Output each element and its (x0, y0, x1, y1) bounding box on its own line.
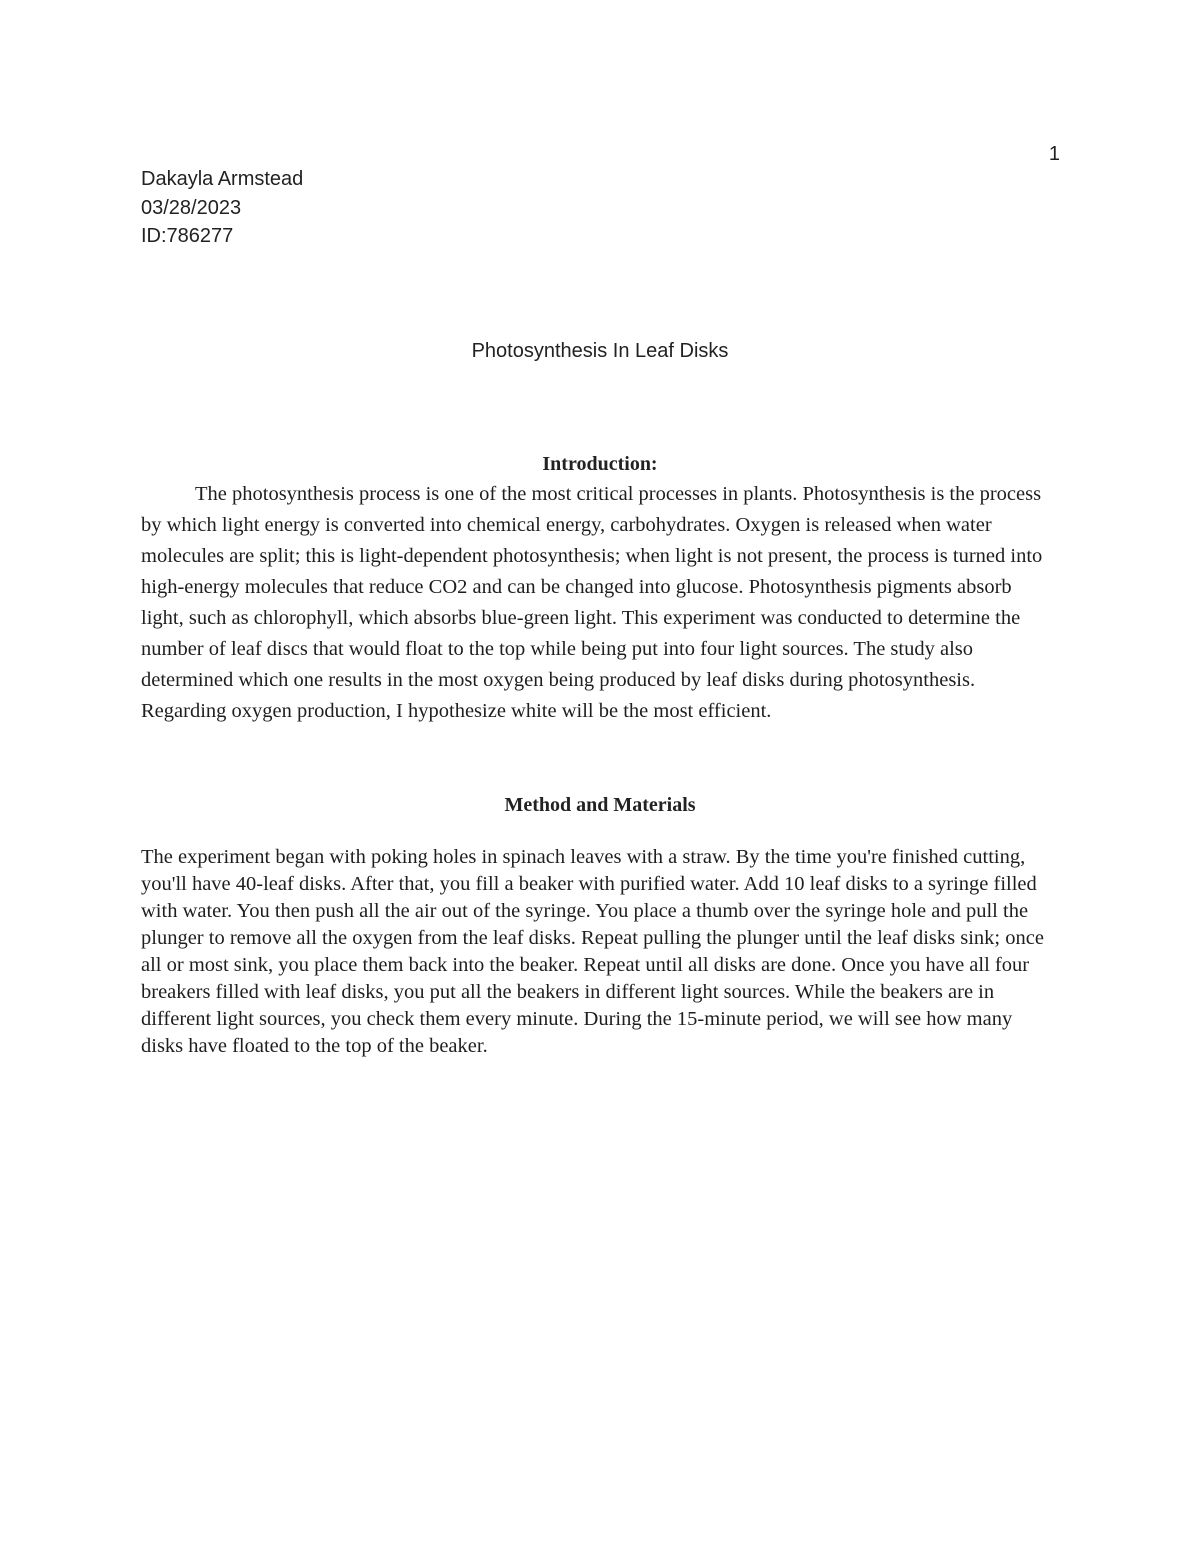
document-date: 03/28/2023 (141, 196, 242, 219)
author-name: Dakayla Armstead (141, 168, 304, 190)
method-materials-paragraph: The experiment began with poking holes in spinach leaves with a straw. By the time you're finished cutting, you'll have 40-leaf disks. After that, you fill a beaker with purified water. Add 10 leaf disks to a syringe filled with water. You then push all the air out of the syringe. You place a thumb over the syringe hole and pull the plunger to remove all the oxygen from the leaf disks. Repeat pulling the plunger until the leaf disks sink; once all or most sink, you place them back into the beaker. Repeat until all disks are done. Once you have all four breakers filled with leaf disks, you put all the beakers in different light sources. While the beakers are in different light sources, you check them every minute. During the 15-minute period, we will see how many disks have floated to the top of the beaker. (141, 846, 1044, 1057)
method-materials-heading: Method and Materials (504, 794, 696, 816)
page-number: 1 (1048, 143, 1060, 165)
introduction-heading: Introduction: (542, 453, 658, 475)
student-id: ID:786277 (141, 225, 234, 247)
introduction-paragraph: The photosynthesis process is one of the most critical processes in plants. Photosynthesis is the process by which light energy is converted into chemical energy, carbohydrates. Oxygen is released when water molecules are split; this is light-dependent photosynthesis; when light is not present, the process is turned into high-energy molecules that reduce CO2 and can be changed into glucose. Photosynthesis pigments absorb light, such as chlorophyll, which absorbs blue-green light. This experiment was conducted to determine the number of leaf discs that would float to the top while being put into four light sources. The study also determined which one results in the most oxygen being produced by leaf disks during photosynthesis. Regarding oxygen production, I hypothesize white will be the most efficient. (141, 483, 1043, 722)
document-title: Photosynthesis In Leaf Disks (471, 340, 729, 362)
header-block (141, 165, 303, 251)
